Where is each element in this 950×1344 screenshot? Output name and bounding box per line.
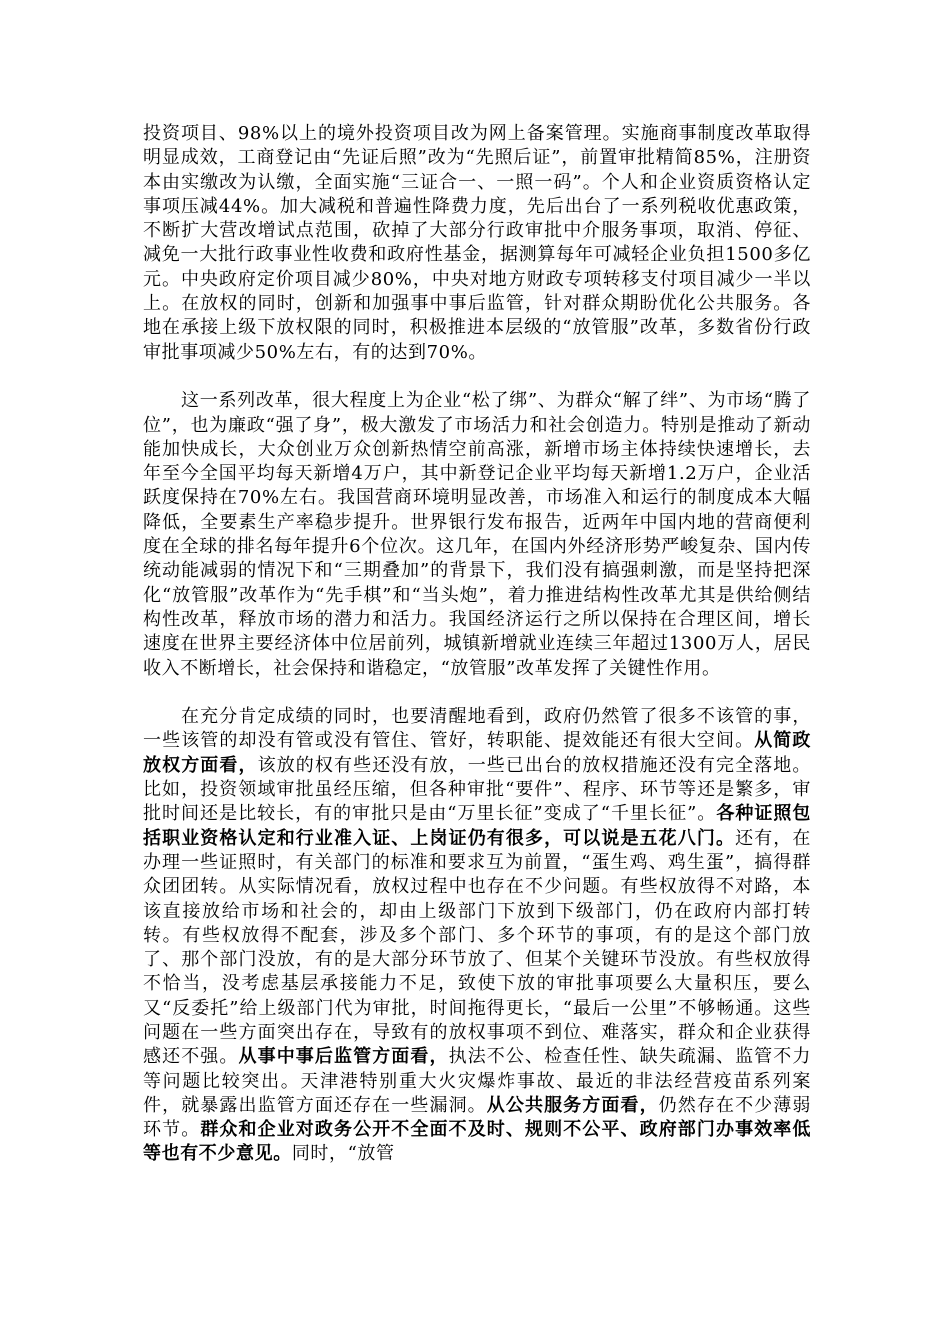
text-run: 该放的权有些还没有放，一些已出台的放权措施还没有完全落地。比如，投资领域审批虽经压缩，但各种审批“要件”、程序、环节等还是繁多，审批时间还是比较长，有的审批只是由“万里长征”变成了“千里长征”。 — [143, 754, 811, 825]
text-run: 仍然存在不少薄弱环节。 — [143, 1094, 811, 1141]
text-run: 同时，“放管 — [291, 1143, 395, 1165]
text-run: 还有，在办理一些证照时，有关部门的标准和要求互为前置，“蛋生鸡、鸡生蛋”，搞得群众团团转。从实际情况看，放权过程中也存在不少问题。有些权放得不对路，本该直接放给市场和社会的，却由上级部门下放到下级部门，仍在政府内部打转转。有些权放得不配套，涉及多个部门、多个环节的事项，有的是这个部门放了、那个部门没放，有的是大部分环节放了、但某个关键环节没放。有些权放得不恰当，没考虑基层承接能力不足，致使下放的审批事项要么大量积压，要么又“反委托”给上级部门代为审批，时间拖得更长，“最后一公里”不够畅通。这些问题在一些方面突出存在，导致有的放权事项不到位、难落实，群众和企业获得感还不强。 — [143, 827, 811, 1068]
bold-heading-run: 从简政放权方面看， — [143, 730, 811, 776]
bold-emphasis-run: 各种证照包括职业资格认定和行业准入证、上岗证仍有很多，可以说是五花八门。 — [143, 803, 811, 849]
bold-heading-run: 从公共服务方面看， — [486, 1094, 659, 1116]
text-run: 在充分肯定成绩的同时，也要清醒地看到，政府仍然管了很多不该管的事，一些该管的却没有管或没有管住、管好，转职能、提效能还有很大空间。 — [143, 706, 811, 752]
document-body — [143, 122, 811, 1167]
paragraph-2 — [143, 389, 811, 681]
text-run: 执法不公、检查任性、缺失疏漏、监管不力等问题比较突出。天津港特别重大火灾爆炸事故、最近的非法经营疫苗系列案件，就暴露出监管方面还存在一些漏洞。 — [143, 1046, 811, 1116]
text-run: 这一系列改革，很大程度上为企业“松了绑”、为群众“解了绊”、为市场“腾了位”，也为廉政“强了身”，极大激发了市场活力和社会创造力。特别是推动了新动能加快成长，大众创业万众创新热情空前高涨，新增市场主体持续快速增长，去年至今全国平均每天新增4万户，其中新登记企业平均每天新增1.2万户，企业活跃度保持在70%左右。我国营商环境明显改善，市场准入和运行的制度成本大幅降低，全要素生产率稳步提升。世界银行发布报告，近两年中国内地的营商便利度在全球的排名每年提升6个位次。这几年，在国内外经济形势严峻复杂、国内传统动能减弱的情况下和“三期叠加”的背景下，我们没有搞强刺激，而是坚持把深化“放管服”改革作为“先手棋”和“当头炮”，着力推进结构性改革尤其是供给侧结构性改革，释放市场的潜力和活力。我国经济运行之所以保持在合理区间，增长速度在世界主要经济体中位居前列，城镇新增就业连续三年超过1300万人，居民收入不断增长，社会保持和谐稳定，“放管服”改革发挥了关键性作用。 — [143, 390, 811, 679]
bold-emphasis-run: 群众和企业对政务公开不全面不及时、规则不公平、政府部门办事效率低等也有不少意见。 — [143, 1119, 811, 1165]
paragraph-3 — [143, 705, 811, 1167]
text-run: 投资项目、98%以上的境外投资项目改为网上备案管理。实施商事制度改革取得明显成效，工商登记由“先证后照”改为“先照后证”，前置审批精简85%，注册资本由实缴改为认缴，全面实施“三证合一、一照一码”。个人和企业资质资格认定事项压减44%。加大减税和普遍性降费力度，先后出台了一系列税收优惠政策，不断扩大营改增试点范围，砍掉了大部分行政审批中介服务事项，取消、停征、减免一大批行政事业性收费和政府性基金，据测算每年可减轻企业负担1500多亿元。中央政府定价项目减少80%，中央对地方财政专项转移支付项目减少一半以上。在放权的同时，创新和加强事中事后监管，针对群众期盼优化公共服务。各地在承接上级下放权限的同时，积极推进本层级的“放管服”改革，多数省份行政审批事项减少50%左右，有的达到70%。 — [143, 123, 811, 363]
paragraph-1 — [143, 122, 811, 365]
bold-heading-run: 从事中事后监管方面看， — [238, 1046, 449, 1068]
